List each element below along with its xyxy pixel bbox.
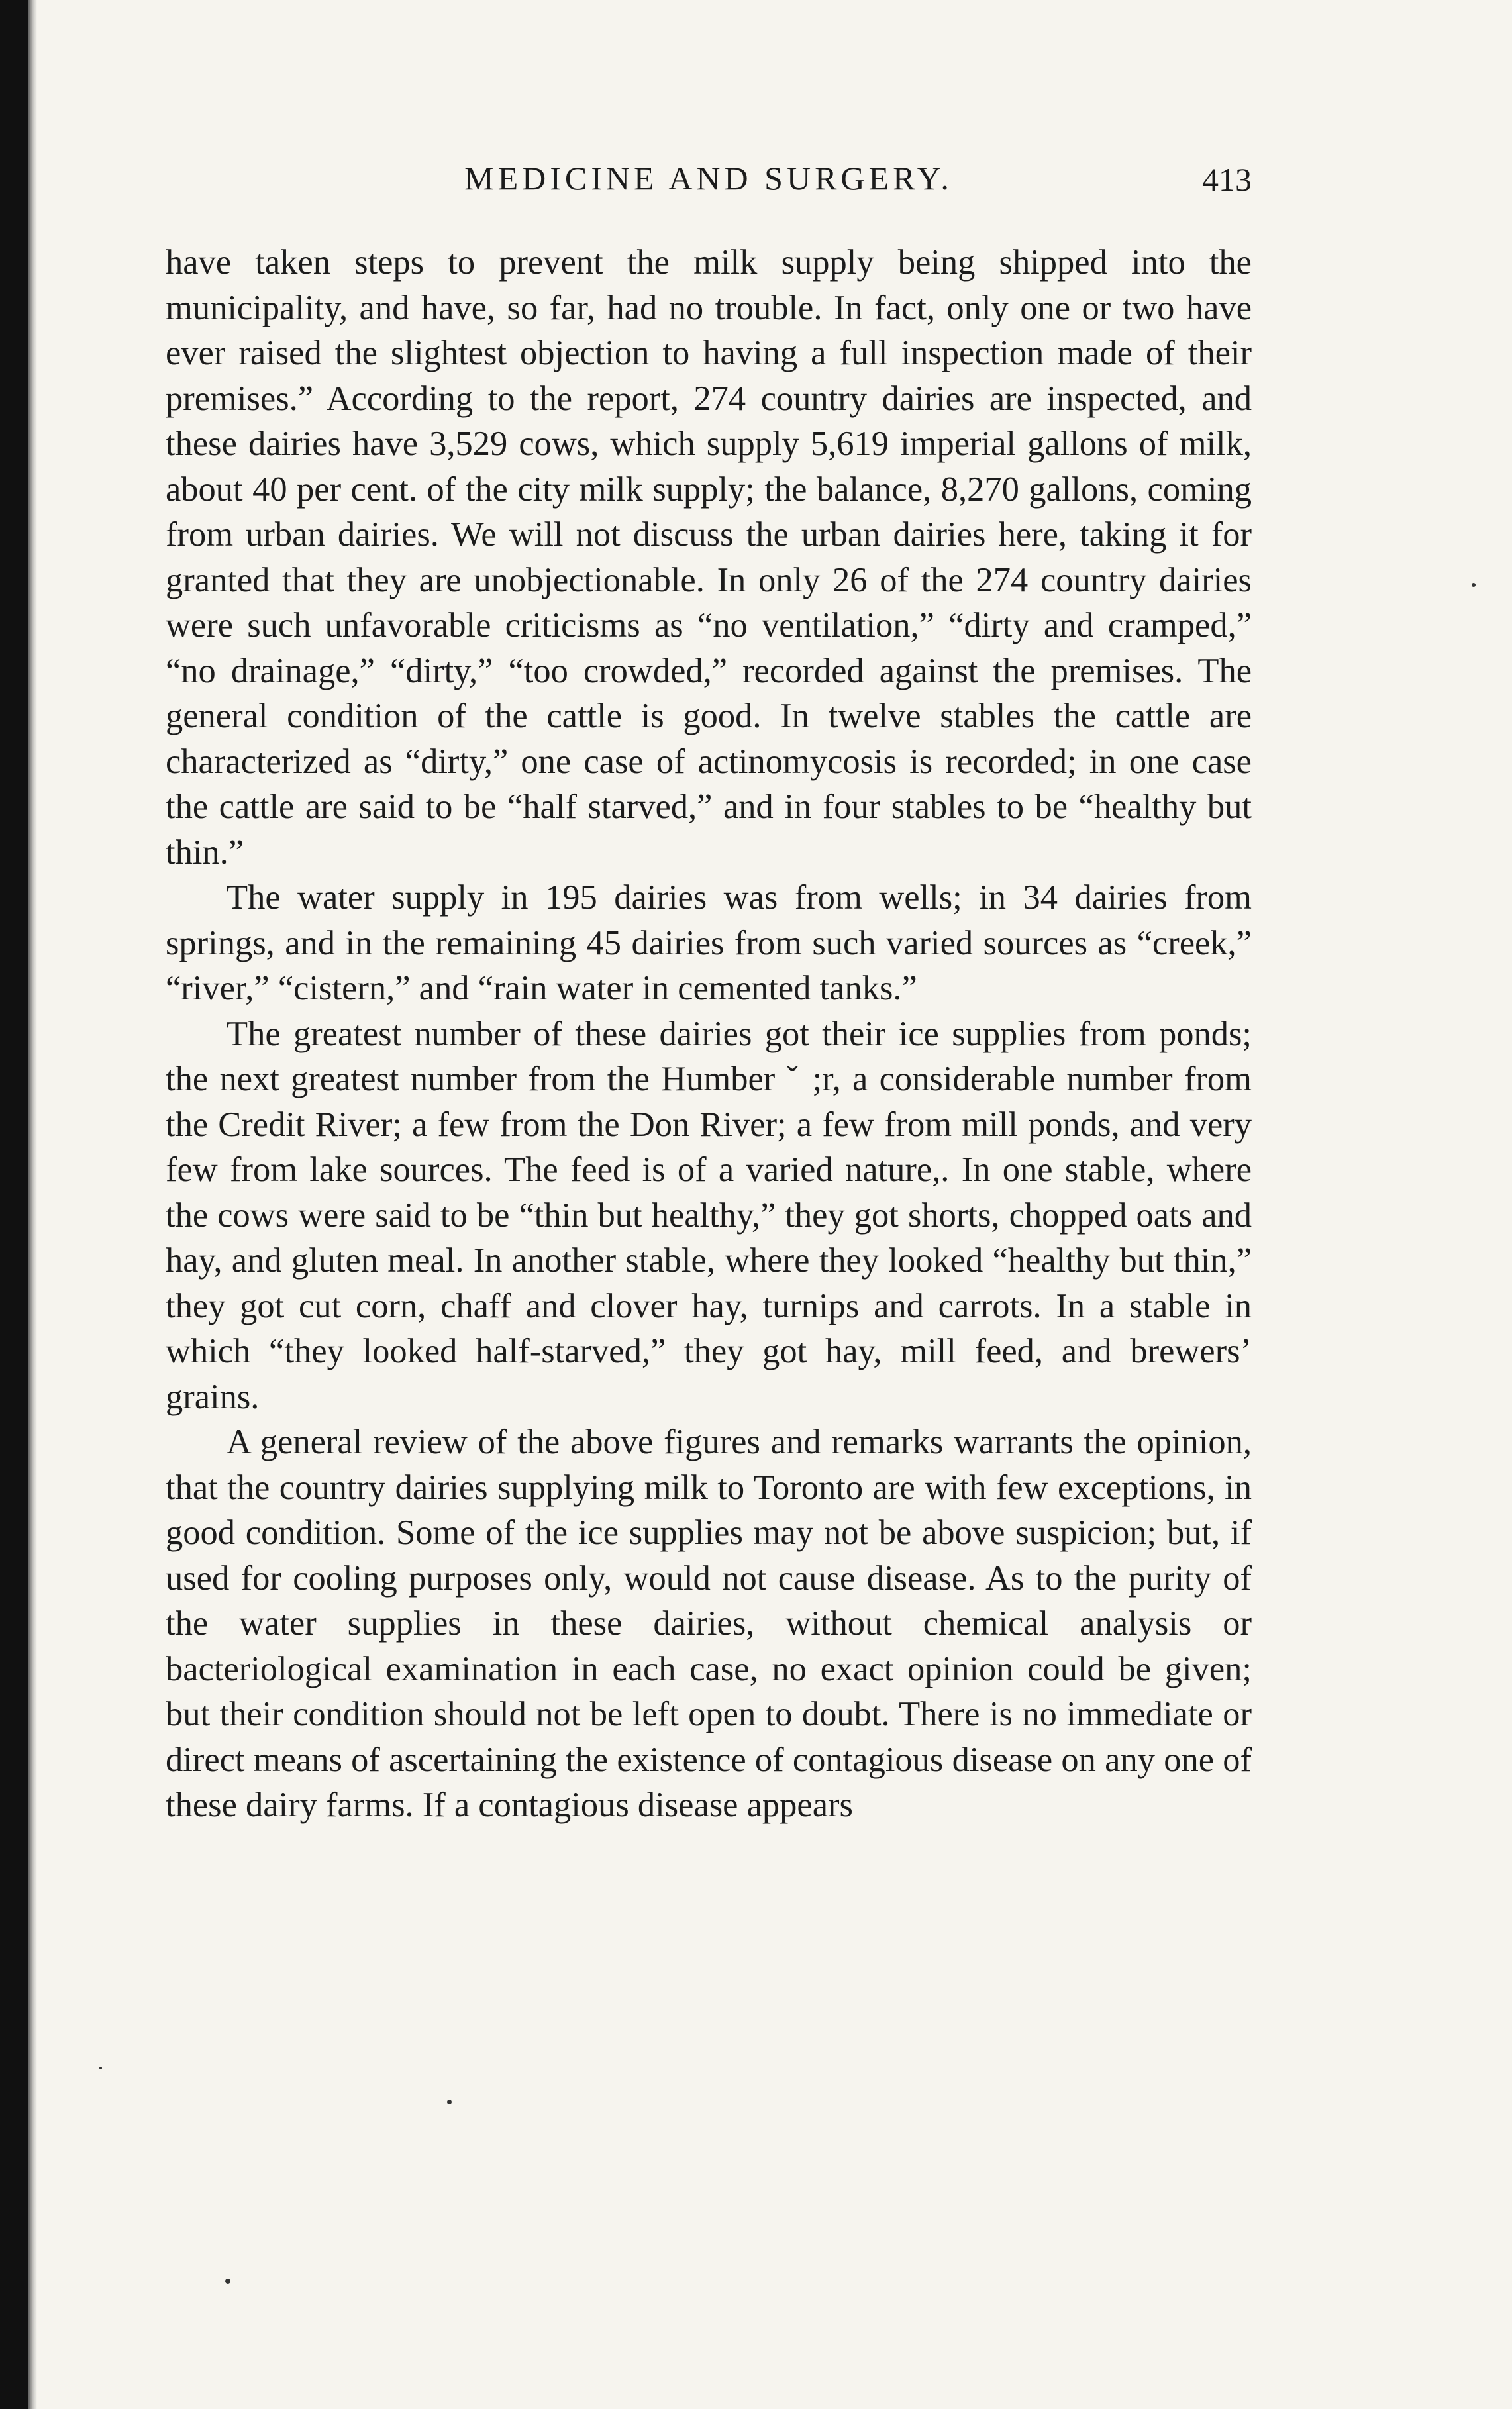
print-speck: [447, 2100, 452, 2104]
body-text: [166, 240, 1252, 1828]
paragraph-water-supply: The water supply in 195 dairies was from wells; in 34 dairies from springs, and in the remaining 45 dairies from such varied sources as “creek,” “river,” “cistern,” and “rain water in cemented tanks.”: [166, 878, 1252, 1007]
paragraph-ice-supplies: The greatest number of these dairies got their ice supplies from ponds; the next greatest number from the Humber ˇ ;r, a considerable number from the Credit River; a few from the Don River; a few from mill ponds, and very few from lake sources. The feed is of a varied nature,. In one stable, where the cows were said to be “thin but healthy,” they got shorts, chopped oats and hay, and gluten meal. In another stable, where they looked “healthy but thin,” they got cut corn, chaff and clover hay, turnips and carrots. In a stable in which “they looked half-starved,” they got hay, mill feed, and brewers’ grains.: [166, 1014, 1252, 1416]
paragraph-continued: have taken steps to prevent the milk supply being shipped into the municipality, and have, so far, had no trouble. In fact, only one or two have ever raised the slightest objection to having a full inspection made of their premises.” According to the report, 274 country dairies are inspected, and these dairies have 3,529 cows, which supply 5,619 imperial gallons of milk, about 40 per cent. of the city milk supply; the balance, 8,270 gallons, coming from urban dairies. We will not discuss the urban dairies here, taking it for granted that they are unobjectionable. In only 26 of the 274 country dairies were such unfavorable criticisms as “no ventilation,” “dirty and cramped,” “no drainage,” “dirty,” “too crowded,” recorded against the premises. The general condition of the cattle is good. In twelve stables the cattle are characterized as “dirty,” one case of actinomycosis is recorded; in one case the cattle are said to be “half starved,” and in four stables to be “healthy but thin.”: [166, 243, 1252, 872]
binding-edge-shadow: [28, 0, 37, 2409]
running-title: MEDICINE AND SURGERY.: [464, 160, 953, 197]
print-speck: [1472, 583, 1476, 587]
paragraph-general-review: A general review of the above figures and remarks warrants the opinion, that the country dairies supplying milk to Toronto are with few exceptions, in good condition. Some of the ice supplies may not be above suspicion; but, if used for cooling purposes only, would not cause disease. As to the purity of the water supplies in these dairies, without chemical analysis or bacteriological examination in each case, no exact opinion could be given; but their condition should not be left open to doubt. There is no immediate or direct means of ascertaining the existence of contagious disease on any one of these dairy farms. If a contagious disease appears: [166, 1423, 1252, 1824]
binding-edge: [0, 0, 28, 2409]
book-page: [166, 159, 1252, 1828]
print-speck: [225, 2279, 230, 2284]
print-speck: [99, 2067, 102, 2069]
page-number: 413: [1202, 161, 1252, 198]
running-header: [166, 159, 1252, 219]
